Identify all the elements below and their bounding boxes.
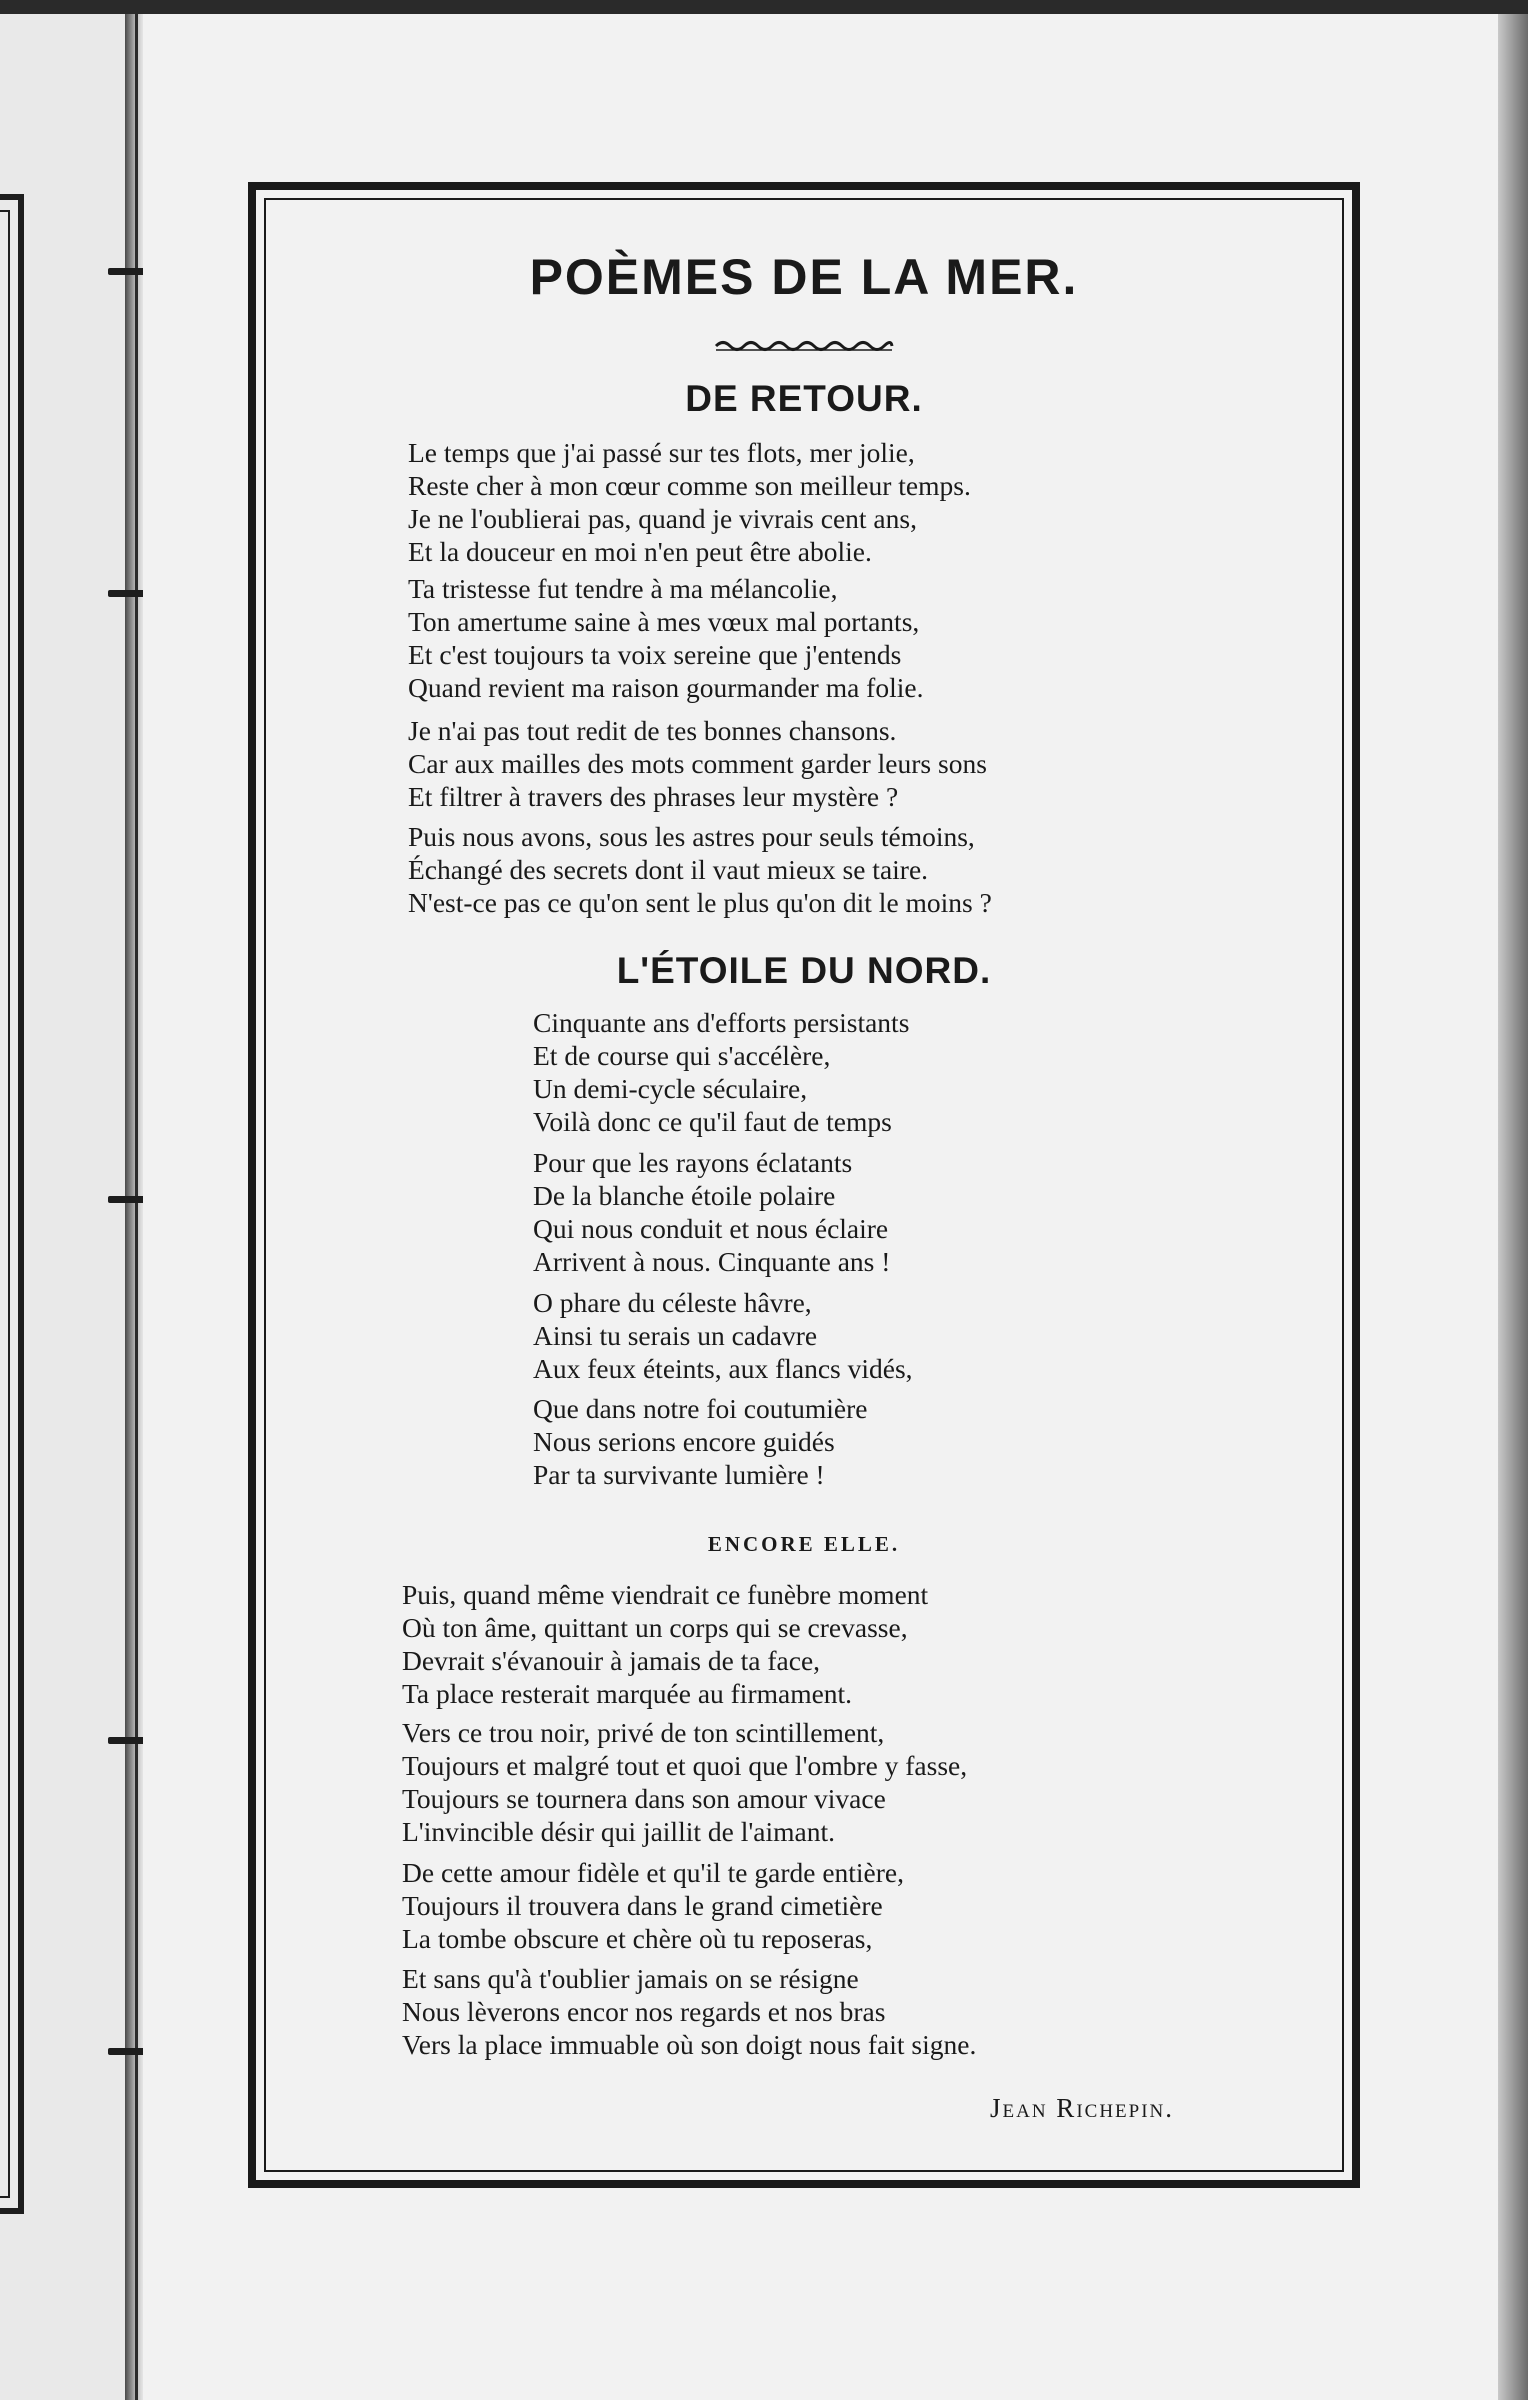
verse-line: Toujours et malgré tout et quoi que l'ombre y fasse, bbox=[402, 1750, 968, 1781]
stanza bbox=[402, 1716, 967, 1848]
verse-line: Et de course qui s'accélère, bbox=[533, 1040, 831, 1071]
verse-line: Devrait s'évanouir à jamais de ta face, bbox=[402, 1645, 821, 1676]
verse-line: Toujours il trouvera dans le grand cimetière bbox=[402, 1890, 883, 1921]
stanza bbox=[408, 572, 923, 704]
verse-line: Puis, quand même viendrait ce funèbre moment bbox=[402, 1579, 929, 1610]
verse-line: Ta place resterait marquée au firmament. bbox=[402, 1678, 853, 1709]
verse-line: De la blanche étoile polaire bbox=[533, 1180, 836, 1211]
verse-line: Voilà donc ce qu'il faut de temps bbox=[533, 1106, 892, 1137]
verse-line: N'est-ce pas ce qu'on sent le plus qu'on dit le moins ? bbox=[408, 887, 992, 918]
adjacent-page bbox=[0, 14, 125, 2400]
verse-line: L'invincible désir qui jaillit de l'aimant. bbox=[402, 1816, 836, 1847]
verse-line: Reste cher à mon cœur comme son meilleur temps. bbox=[408, 470, 971, 501]
wave-ornament bbox=[714, 336, 894, 356]
verse-line: Par ta survivante lumière ! bbox=[533, 1459, 825, 1490]
verse-line: Et filtrer à travers des phrases leur mystère ? bbox=[408, 781, 899, 812]
verse-line: Nous lèverons encor nos regards et nos bras bbox=[402, 1996, 886, 2027]
verse-line: Le temps que j'ai passé sur tes flots, mer jolie, bbox=[408, 437, 915, 468]
verse-line: Puis nous avons, sous les astres pour seuls témoins, bbox=[408, 821, 975, 852]
stanza bbox=[402, 1578, 928, 1710]
stanza bbox=[408, 820, 992, 919]
section-heading-de-retour: DE RETOUR. bbox=[685, 378, 923, 419]
verse-line: Arrivent à nous. Cinquante ans ! bbox=[533, 1246, 891, 1277]
verse-line: Un demi-cycle séculaire, bbox=[533, 1073, 808, 1104]
page-edge-shadow bbox=[1498, 14, 1528, 2400]
stanza bbox=[402, 1856, 904, 1955]
verse-line: Qui nous conduit et nous éclaire bbox=[533, 1213, 889, 1244]
stanza bbox=[533, 1006, 909, 1138]
author-signature: Jean Richepin. bbox=[990, 2093, 1175, 2123]
page-title: POÈMES DE LA MER. bbox=[529, 249, 1079, 305]
stanza bbox=[408, 714, 987, 813]
stanza bbox=[533, 1286, 913, 1385]
adjacent-page-inner-frame bbox=[0, 210, 10, 2198]
verse-line: Échangé des secrets dont il vaut mieux se taire. bbox=[408, 854, 929, 885]
binding-gutter bbox=[125, 14, 143, 2400]
verse-line: Ta tristesse fut tendre à ma mélancolie, bbox=[408, 573, 838, 604]
verse-line: Pour que les rayons éclatants bbox=[533, 1147, 853, 1178]
verse-line: Quand revient ma raison gourmander ma folie. bbox=[408, 672, 924, 703]
verse-line: O phare du céleste hâvre, bbox=[533, 1287, 812, 1318]
verse-line: Et c'est toujours ta voix sereine que j'entends bbox=[408, 639, 902, 670]
section-heading-etoile-du-nord: L'ÉTOILE DU NORD. bbox=[616, 950, 992, 991]
verse-line: Toujours se tournera dans son amour vivace bbox=[402, 1783, 886, 1814]
verse-line: De cette amour fidèle et qu'il te garde entière, bbox=[402, 1857, 904, 1888]
verse-line: Et la douceur en moi n'en peut être abolie. bbox=[408, 536, 872, 567]
stanza bbox=[402, 1962, 976, 2061]
verse-line: Vers ce trou noir, privé de ton scintillement, bbox=[402, 1717, 885, 1748]
verse-line: Aux feux éteints, aux flancs vidés, bbox=[533, 1353, 913, 1384]
verse-line: Nous serions encore guidés bbox=[533, 1426, 835, 1457]
stanza bbox=[533, 1146, 890, 1278]
verse-line: Ton amertume saine à mes vœux mal portants, bbox=[408, 606, 920, 637]
verse-line: Cinquante ans d'efforts persistants bbox=[533, 1007, 910, 1038]
stanza bbox=[408, 436, 971, 568]
subheading-encore-elle: ENCORE ELLE. bbox=[707, 1532, 901, 1556]
verse-line: Que dans notre foi coutumière bbox=[533, 1393, 868, 1424]
verse-line: Je n'ai pas tout redit de tes bonnes chansons. bbox=[408, 715, 897, 746]
verse-line: Vers la place immuable où son doigt nous fait signe. bbox=[402, 2029, 977, 2060]
binding-thread bbox=[135, 14, 138, 2400]
verse-line: Car aux mailles des mots comment garder leurs sons bbox=[408, 748, 987, 779]
verse-line: Je ne l'oublierai pas, quand je vivrais cent ans, bbox=[408, 503, 917, 534]
verse-line: Ainsi tu serais un cadavre bbox=[533, 1320, 818, 1351]
scan-edge bbox=[0, 0, 1528, 14]
stanza bbox=[533, 1392, 867, 1491]
verse-line: La tombe obscure et chère où tu reposeras, bbox=[402, 1923, 873, 1954]
verse-line: Où ton âme, quittant un corps qui se crevasse, bbox=[402, 1612, 908, 1643]
verse-line: Et sans qu'à t'oublier jamais on se résigne bbox=[402, 1963, 859, 1994]
